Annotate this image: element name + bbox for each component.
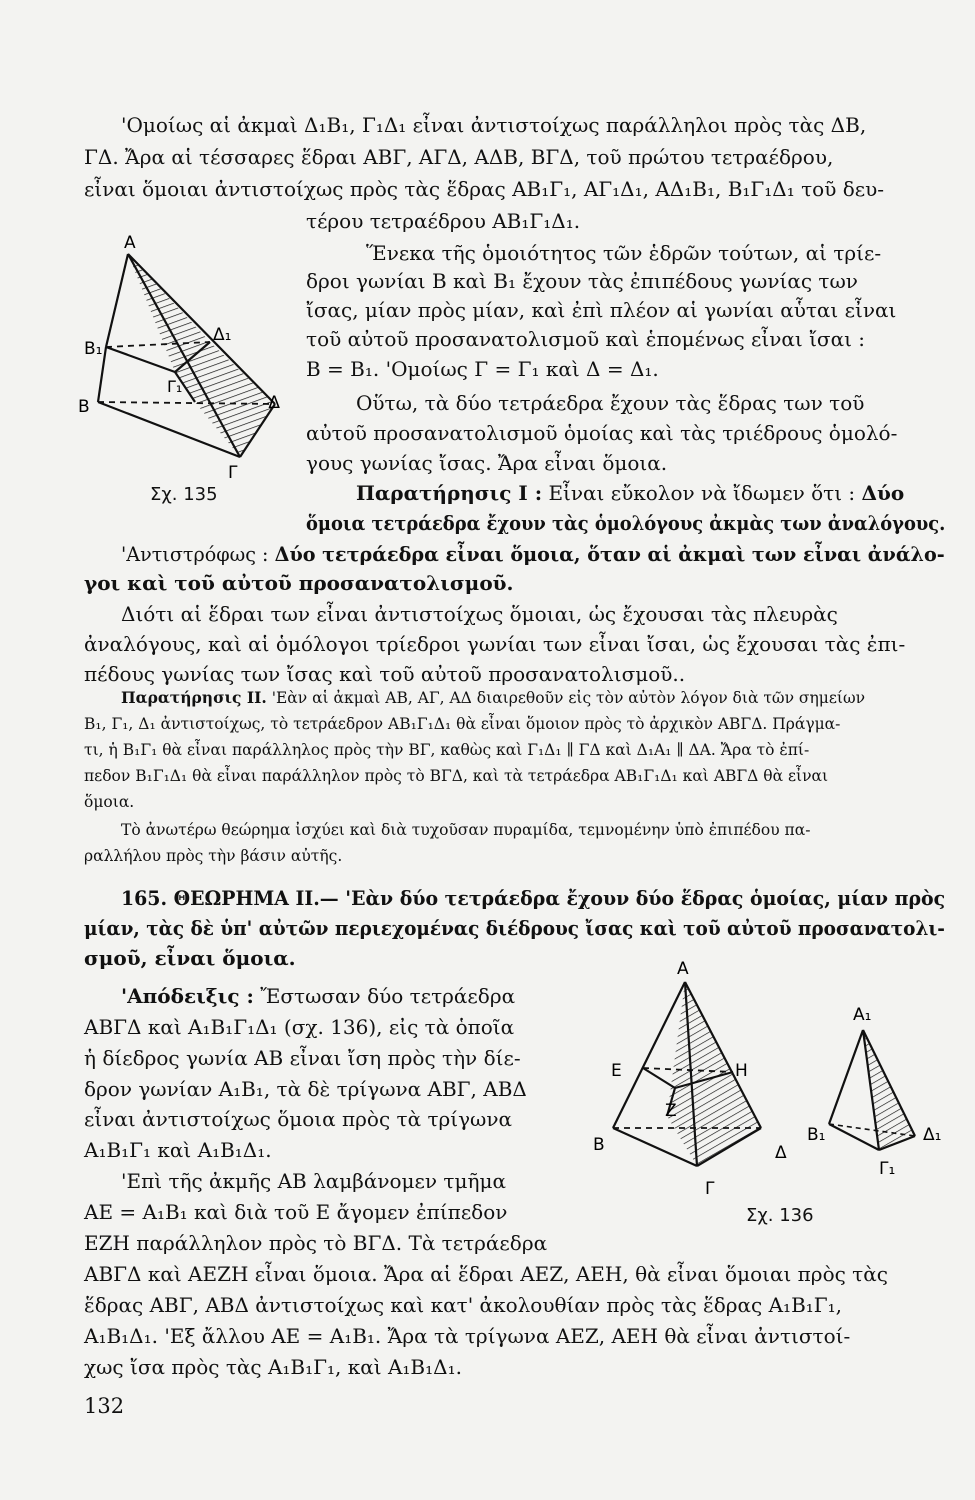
label-Z-136: Z (665, 1101, 677, 1121)
proof-line-4: δρον γωνίαν Α₁Β₁, τὰ δὲ τρίγωνα ΑΒΓ, ΑΒΔ (84, 1077, 527, 1101)
label-G1-136: Γ₁ (879, 1159, 896, 1179)
theorem-text-1: 'Εὰν δύο τετράεδρα ἔχουν δύο ἕδρας ὁμοίας, μίαν πρὸς (345, 886, 946, 910)
proof-line-9: ΕΖΗ παράλληλον πρὸς τὸ ΒΓΔ. Τὰ τετράεδρα (84, 1231, 548, 1255)
remark-2-line-1 (121, 687, 865, 709)
remark-1-line-2: ὅμοια τετράεδρα ἔχουν τὰς ὁμολόγους ἀκμὰς των ἀναλόγους. (306, 511, 946, 535)
theorem-line-2: μίαν, τὰς δὲ ὑπ' αὐτῶν περιεχομένας διέδρους ἴσας καὶ τοῦ αὐτοῦ προσανατολι- (84, 916, 945, 940)
label-G1-135: Γ₁ (167, 377, 183, 396)
label-H-136: H (735, 1061, 748, 1081)
proof-line-7: 'Επὶ τῆς ἀκμῆς ΑΒ λαμβάνομεν τμῆμα (121, 1169, 506, 1193)
page-number: 132 (84, 1394, 125, 1418)
label-A1-136: A₁ (853, 1005, 872, 1025)
label-B-136: B (593, 1135, 605, 1155)
proof-full-4: χως ἴσα πρὸς τὰς Α₁Β₁Γ₁, καὶ Α₁Β₁Δ₁. (84, 1355, 462, 1379)
remark-1-line-1 (356, 480, 904, 506)
proof-line-2: ΑΒΓΔ καὶ Α₁Β₁Γ₁Δ₁ (σχ. 136), εἰς τὰ ὁποῖα (84, 1015, 515, 1039)
label-A-135: A (124, 233, 136, 253)
p3-line-3: πέδους γωνίας των ἴσας καὶ τοῦ αὐτοῦ προσανατολισμοῦ.. (84, 662, 686, 686)
remark-2-line-2: Β₁, Γ₁, Δ₁ ἀντιστοίχως, τὸ τετράεδρον ΑΒ₁Γ₁Δ₁ θὰ εἶναι ὅμοιον πρὸς τὸ ἀρχικὸν ΑΒΓΔ. Πράγμα- (84, 715, 841, 733)
label-G-136: Γ (705, 1179, 715, 1198)
converse-line-1 (121, 541, 945, 567)
converse-line-2: γοι καὶ τοῦ αὐτοῦ προσανατολισμοῦ. (84, 571, 514, 595)
label-B1-136: B₁ (807, 1125, 826, 1145)
theorem-number: 165. ΘΕΩΡΗΜΑ ΙΙ.— (121, 886, 339, 910)
remark-2-extra-1: Τὸ ἀνωτέρω θεώρημα ἰσχύει καὶ διὰ τυχοῦσαν πυραμίδα, τεμνομένην ὑπὸ ἐπιπέδου πα- (121, 821, 811, 839)
label-B-135: B (78, 397, 90, 417)
remark-2-label: Παρατήρησις ΙΙ. (121, 688, 267, 707)
proof-label: 'Απόδειξις : (121, 984, 254, 1008)
label-D1-135: Δ₁ (213, 325, 232, 345)
remark-1-label: Παρατήρησις Ι : (356, 481, 543, 505)
label-E-136: E (611, 1061, 622, 1081)
proof-line-5: εἶναι ἀντιστοίχως ὅμοια πρὸς τὰ τρίγωνα (84, 1107, 513, 1131)
figure-135 (70, 232, 280, 492)
p2-line-4: τοῦ αὐτοῦ προσανατολισμοῦ καὶ ἑπομένως εἶναι ἴσαι : (306, 327, 866, 351)
p2-line-1: Ἕνεκα τῆς ὁμοιότητος τῶν ἑδρῶν τούτων, αἱ τρίε- (366, 241, 882, 265)
proof-line-3: ἡ δίεδρος γωνία ΑΒ εἶναι ἴση πρὸς τὴν δίε- (84, 1046, 521, 1070)
label-B1-135: B₁ (84, 339, 103, 359)
theorem-line-1 (121, 885, 945, 911)
label-A-136: A (677, 959, 689, 979)
remark-2-extra-2: ραλλήλου πρὸς τὴν βάσιν αὐτῆς. (84, 847, 343, 865)
label-D-136: Δ (775, 1143, 787, 1163)
p1-line-3: εἶναι ὅμοιαι ἀντιστοίχως πρὸς τὰς ἕδρας ΑΒ₁Γ₁, ΑΓ₁Δ₁, ΑΔ₁Β₁, Β₁Γ₁Δ₁ τοῦ δευ- (84, 177, 885, 201)
theorem-line-3: σμοῦ, εἶναι ὅμοια. (84, 946, 296, 970)
caption-136: Σχ. 136 (746, 1205, 814, 1226)
converse-bold-1: Δύο τετράεδρα εἶναι ὅμοια, ὅταν αἱ ἀκμαὶ των εἶναι ἀνάλο- (274, 542, 945, 566)
label-D1-136: Δ₁ (923, 1125, 942, 1145)
p2-line-6: Οὕτω, τὰ δύο τετράεδρα ἔχουν τὰς ἕδρας των τοῦ (356, 391, 865, 415)
remark-2-line-5: ὅμοια. (84, 793, 135, 811)
p2-line-7: αὐτοῦ προσανατολισμοῦ ὁμοίας καὶ τὰς τριέδρους ὁμολό- (306, 421, 898, 445)
remark-1-text: Εἶναι εὔκολον νὰ ἴδωμεν ὅτι : (548, 481, 856, 505)
remark-2-line-4: πεδον Β₁Γ₁Δ₁ θὰ εἶναι παράλληλον πρὸς τὸ ΒΓΔ, καὶ τὰ τετράεδρα ΑΒ₁Γ₁Δ₁ καὶ ΑΒΓΔ θὰ εἶναι (84, 767, 829, 785)
shaded-face-135b (195, 342, 275, 457)
converse-label: 'Αντιστρόφως : (121, 542, 269, 566)
p2-line-3: ἴσας, μίαν πρὸς μίαν, καὶ ἐπὶ πλέον αἱ γωνίαι αὗται εἶναι (306, 298, 897, 322)
remark-1-bold-tail: Δύο (861, 481, 905, 505)
proof-full-2: ἕδρας ΑΒΓ, ΑΒΔ ἀντιστοίχως καὶ κατ' ἀκολουθίαν πρὸς τὰς ἕδρας Α₁Β₁Γ₁, (84, 1293, 843, 1317)
label-G-135: Γ (228, 463, 238, 483)
p2-line-8: γους γωνίας ἴσας. Ἄρα εἶναι ὅμοια. (306, 451, 668, 475)
figure-136 (585, 958, 960, 1198)
p3-line-2: ἀναλόγους, καὶ αἱ ὁμόλογοι τρίεδροι γωνίαι των εἶναι ἴσαι, ὡς ἔχουσαι τὰς ἐπι- (84, 632, 906, 656)
proof-line-6: Α₁Β₁Γ₁ καὶ Α₁Β₁Δ₁. (84, 1138, 272, 1162)
proof-first: Ἔστωσαν δύο τετράεδρα (260, 984, 516, 1008)
proof-line-1 (121, 983, 515, 1009)
caption-135: Σχ. 135 (150, 484, 218, 505)
proof-full-1: ΑΒΓΔ καὶ ΑΕΖΗ εἶναι ὅμοια. Ἄρα αἱ ἕδραι ΑΕΖ, ΑΕΗ, θὰ εἶναι ὅμοιαι πρὸς τὰς (84, 1262, 888, 1286)
label-D-135: Δ (268, 393, 280, 413)
p1-line-1: 'Ομοίως αἱ ἀκμαὶ Δ₁Β₁, Γ₁Δ₁ εἶναι ἀντιστοίχως παράλληλοι πρὸς τὰς ΔΒ, (121, 113, 867, 137)
p1-line-4: τέρου τετραέδρου ΑΒ₁Γ₁Δ₁. (306, 209, 581, 233)
p3-line-1: Διότι αἱ ἕδραι των εἶναι ἀντιστοίχως ὅμοιαι, ὡς ἔχουσαι τὰς πλευρὰς (121, 602, 838, 626)
remark-2-text-1: 'Εὰν αἱ ἀκμαὶ ΑΒ, ΑΓ, ΑΔ διαιρεθοῦν εἰς τὸν αὐτὸν λόγον διὰ τῶν σημείων (271, 689, 866, 707)
proof-line-8: ΑΕ = Α₁Β₁ καὶ διὰ τοῦ Ε ἄγομεν ἐπίπεδον (84, 1200, 508, 1224)
remark-2-line-3: τι, ἡ Β₁Γ₁ θὰ εἶναι παράλληλος πρὸς τὴν ΒΓ, καθὼς καὶ Γ₁Δ₁ ∥ ΓΔ καὶ Δ₁Α₁ ∥ ΔΑ. Ἄρα τὸ ἐπί- (84, 741, 810, 759)
proof-full-3: Α₁Β₁Δ₁. 'Εξ ἄλλου ΑΕ = Α₁Β₁. Ἄρα τὰ τρίγωνα ΑΕΖ, ΑΕΗ θὰ εἶναι ἀντιστοί- (84, 1324, 851, 1348)
p2-line-2: δροι γωνίαι Β καὶ Β₁ ἔχουν τὰς ἐπιπέδους γωνίας των (306, 269, 858, 293)
p1-line-2: ΓΔ. Ἄρα αἱ τέσσαρες ἕδραι ΑΒΓ, ΑΓΔ, ΑΔΒ, ΒΓΔ, τοῦ πρώτου τετραέδρου, (84, 145, 834, 169)
p2-line-5: Β = Β₁. 'Ομοίως Γ = Γ₁ καὶ Δ = Δ₁. (306, 357, 659, 381)
